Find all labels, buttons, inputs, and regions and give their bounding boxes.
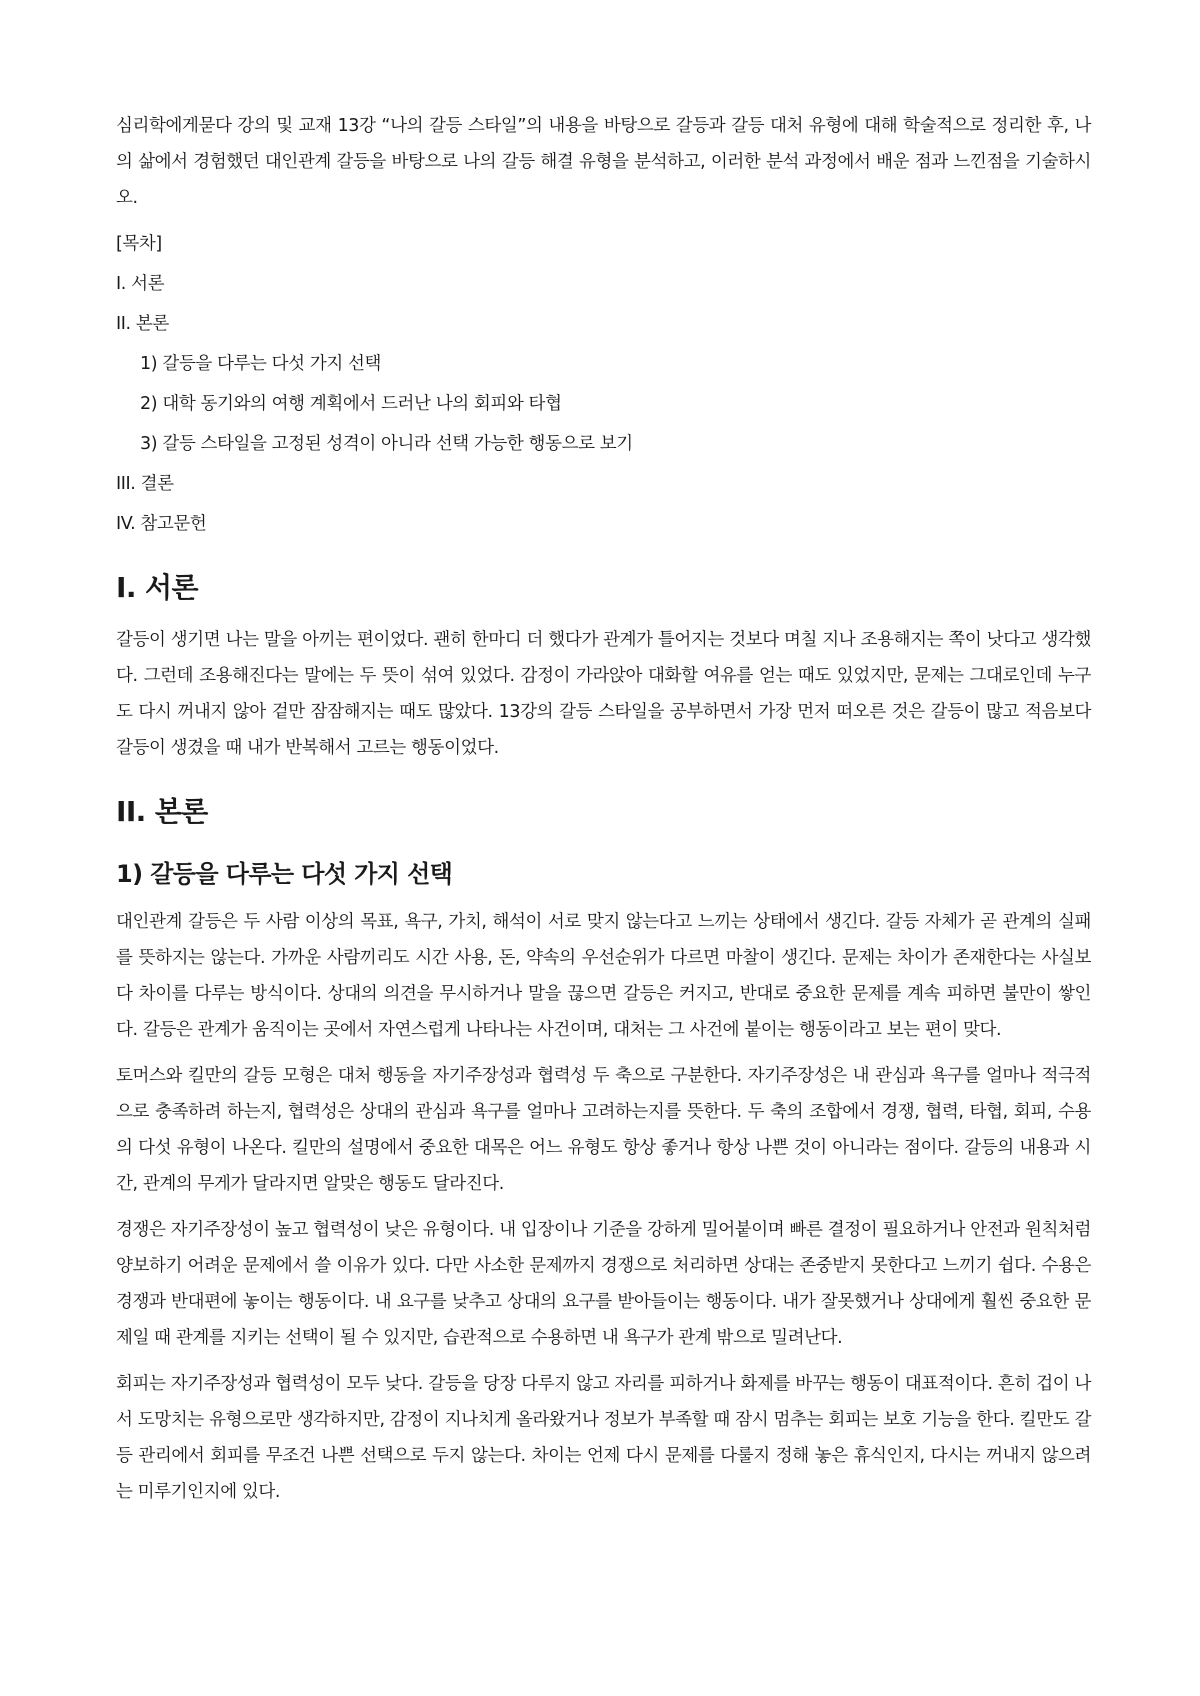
section-1-paragraph: 경쟁은 자기주장성이 높고 협력성이 낮은 유형이다. 내 입장이나 기준을 강하게 밀어붙이며 빠른 결정이 필요하거나 안전과 원칙처럼 양보하기 어려운 문제에서 쓸 이유가 있다. 다만 사소한 문제까지 경쟁으로 처리하면 상대는 존중받지 못한다고 느끼기 쉽다. 수용은 경쟁과 반대편에 놓이는 행동이다. 내 요구를 낮추고 상대의 요구를 받아들이는 행동이다. 내가 잘못했거나 상대에게 훨씬 중요한 문제일 때 관계를 지키는 선택이 될 수 있지만, 습관적으로 수용하면 내 욕구가 관계 밖으로 밀려난다.: [116, 1220, 1091, 1348]
section-1-paragraph: 토머스와 킬만의 갈등 모형은 대처 행동을 자기주장성과 협력성 두 축으로 구분한다. 자기주장성은 내 관심과 욕구를 얼마나 적극적으로 충족하려 하는지, 협력성은 상대의 관심과 욕구를 얼마나 고려하는지를 뜻한다. 두 축의 조합에서 경쟁, 협력, 타협, 회피, 수용의 다섯 유형이 나온다. 킬만의 설명에서 중요한 대목은 어느 유형도 항상 좋거나 항상 나쁜 것이 아니라는 점이다. 갈등의 내용과 시간, 관계의 무게가 달라지면 알맞은 행동도 달라진다.: [116, 1066, 1091, 1194]
section-1-paragraph: 대인관계 갈등은 두 사람 이상의 목표, 욕구, 가치, 해석이 서로 맞지 않는다고 느끼는 상태에서 생긴다. 갈등 자체가 곧 관계의 실패를 뜻하지는 않는다. 가까운 사람끼리도 시간 사용, 돈, 약속의 우선순위가 다르면 마찰이 생긴다. 문제는 차이가 존재한다는 사실보다 차이를 다루는 방식이다. 상대의 의견을 무시하거나 말을 끊으면 갈등은 커지고, 반대로 중요한 문제를 계속 피하면 불만이 쌓인다. 갈등은 관계가 움직이는 곳에서 자연스럽게 나타나는 사건이며, 대처는 그 사건에 붙이는 행동이라고 보는 편이 맞다.: [116, 912, 1091, 1040]
assignment-prompt: 심리학에게묻다 강의 및 교재 13강 “나의 갈등 스타일”의 내용을 바탕으로 갈등과 갈등 대처 유형에 대해 학술적으로 정리한 후, 나의 삶에서 경험했던 대인관계 갈등을 바탕으로 나의 갈등 해결 유형을 분석하고, 이러한 분석 과정에서 배운 점과 느낀점을 기술하시오.: [116, 116, 1091, 208]
toc-item-body-1: 1) 갈등을 다루는 다섯 가지 선택: [140, 354, 382, 374]
toc-item-body-3: 3) 갈등 스타일을 고정된 성격이 아니라 선택 가능한 행동으로 보기: [140, 434, 633, 454]
toc-item-references: IV. 참고문헌: [116, 514, 207, 534]
intro-heading: I. 서론: [116, 571, 198, 604]
body-heading: II. 본론: [116, 795, 208, 828]
section-1-paragraph: 회피는 자기주장성과 협력성이 모두 낮다. 갈등을 당장 다루지 않고 자리를 피하거나 화제를 바꾸는 행동이 대표적이다. 흔히 겁이 나서 도망치는 유형으로만 생각하지만, 감정이 지나치게 올라왔거나 정보가 부족할 때 잠시 멈추는 회피는 보호 기능을 한다. 킬만도 갈등 관리에서 회피를 무조건 나쁜 선택으로 두지 않는다. 차이는 언제 다시 문제를 다룰지 정해 놓은 휴식인지, 다시는 꺼내지 않으려는 미루기인지에 있다.: [116, 1374, 1091, 1502]
intro-paragraph: 갈등이 생기면 나는 말을 아끼는 편이었다. 괜히 한마디 더 했다가 관계가 틀어지는 것보다 며칠 지나 조용해지는 쪽이 낫다고 생각했다. 그런데 조용해진다는 말에는 두 뜻이 섞여 있었다. 감정이 가라앉아 대화할 여유를 얻는 때도 있었지만, 문제는 그대로인데 누구도 다시 꺼내지 않아 겉만 잠잠해지는 때도 많았다. 13강의 갈등 스타일을 공부하면서 가장 먼저 떠오른 것은 갈등이 많고 적음보다 갈등이 생겼을 때 내가 반복해서 고르는 행동이었다.: [116, 630, 1091, 758]
toc-item-body-2: 2) 대학 동기와의 여행 계획에서 드러난 나의 회피와 타협: [140, 394, 562, 414]
document-page: [116, 108, 1091, 1520]
section-1-heading: 1) 갈등을 다루는 다섯 가지 선택: [116, 860, 453, 888]
toc-heading: [목차]: [116, 234, 162, 254]
table-of-contents: [116, 226, 1091, 542]
toc-list: [116, 266, 1091, 542]
toc-item-body: II. 본론: [116, 314, 169, 334]
toc-item-intro: I. 서론: [116, 274, 165, 294]
toc-item-conclusion: III. 결론: [116, 474, 174, 494]
